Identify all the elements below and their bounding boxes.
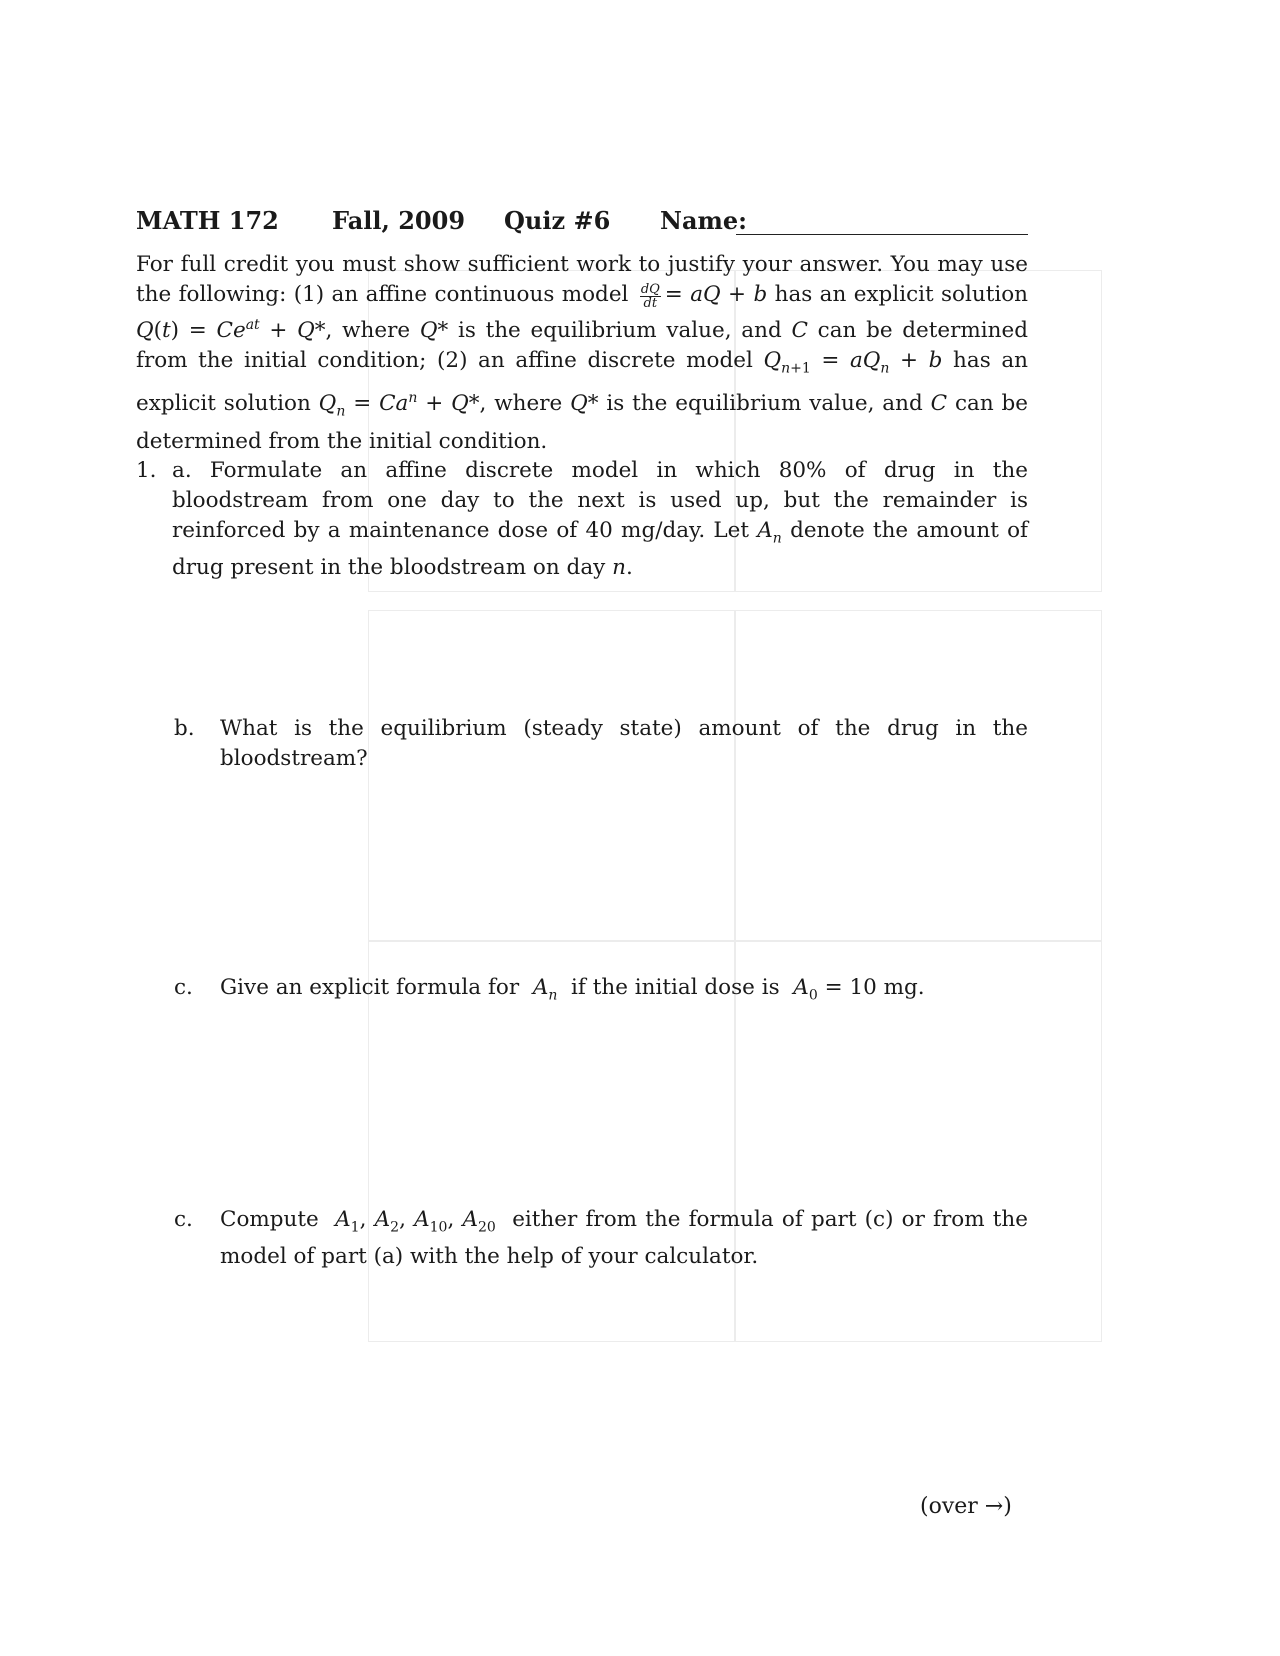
intro-text-4: is the equilibrium value, and	[457, 318, 782, 344]
question-1a: 1. a. Formulate an affine discrete model in which 80% of drug in the bloodstream from one day to the next is used up, but the remainder is reinforced by a maintenance dose of 40 mg/day. Let $A_n$ denote the amount of drug present in the bloodstream on day n.	[136, 458, 1028, 581]
question-1a-text-2: denote the amount of drug present in the bloodstream on day	[172, 518, 1028, 581]
dq-dt-fraction: $\frac{dQ}{dt}$	[640, 282, 660, 311]
intro-text-6: has an explicit solution	[136, 348, 1029, 417]
question-1b-text: What is the equilibrium (steady state) amount of the drug in the bloodstream?	[220, 716, 1028, 771]
question-1a-text: Formulate an affine discrete model in which 80% of drug in the bloodstream from one day to the next is used up, but the remainder is reinforced by a maintenance dose of 40 mg/day. Let	[172, 458, 1028, 543]
question-1d: c. Compute $A_1$, $A_2$, $A_{10}$, $A_{20}$ either from the formula of part (c) or from the model of part (a) with the help of your calculator.	[174, 1207, 1029, 1270]
name-blank-line[interactable]	[736, 234, 1028, 235]
question-1b-label: b.	[174, 716, 195, 741]
question-1d-text-2: either from the formula of part (c) or from the model of part (a) with the help of your calculator.	[220, 1207, 1029, 1270]
intro-text-1: For full credit you must show sufficient work to justify your answer. You may use the following: (1) an affine continuous model	[136, 252, 1028, 307]
term: Fall, 2009	[332, 206, 466, 235]
intro-text-3: , where	[325, 318, 411, 344]
show-through-left-box-2	[368, 610, 736, 942]
question-1c-label: c.	[174, 975, 193, 1000]
intro-text-5: can be determined from the initial condition; (2) an affine discrete model	[136, 318, 1029, 374]
question-1b	[174, 714, 1028, 774]
instructions: For full credit you must show sufficient work to justify your answer. You may use the following: (1) an affine continuous model $\frac{dQ}{dt}$ = aQ + b has an explicit solution $Q(t) = Ce^{at} + Q*$, where Q* is the equilibrium value, and C can be determined from the initial condition; (2) an affine discrete model $Q_{n+1} = aQ_n + b$ has an explicit solution $Q_n = Ca^n + Q*$, where Q* is the equilibrium value, and C can be determined from the initial condition.	[136, 252, 1029, 454]
show-through-right-box-2	[734, 610, 1102, 942]
question-1d-label: c.	[174, 1207, 193, 1232]
question-number: 1.	[136, 458, 157, 483]
over-indicator: (over →)	[920, 1494, 1012, 1519]
question-1d-text: Compute	[220, 1207, 319, 1232]
intro-text-7: , where	[479, 391, 563, 417]
intro-text-2: has an explicit solution	[774, 282, 1029, 307]
quiz-number: Quiz #6	[504, 206, 611, 235]
intro-text-8: is the equilibrium value, and	[606, 391, 923, 417]
quiz-header	[136, 206, 1028, 240]
question-1c-text-2: if the initial dose is	[571, 975, 780, 1000]
intro-text-9: can be determined from the initial condition.	[136, 391, 1029, 454]
question-1c: c. Give an explicit formula for $A_n$ if the initial dose is $A_0 = 10$ mg.	[174, 975, 925, 1004]
question-1a-label: a.	[172, 458, 192, 483]
question-1c-text: Give an explicit formula for	[220, 975, 520, 1000]
course-code: MATH 172	[136, 206, 279, 235]
name-label: Name:	[660, 206, 748, 235]
question-1c-text-3: 10 mg.	[849, 975, 925, 1000]
